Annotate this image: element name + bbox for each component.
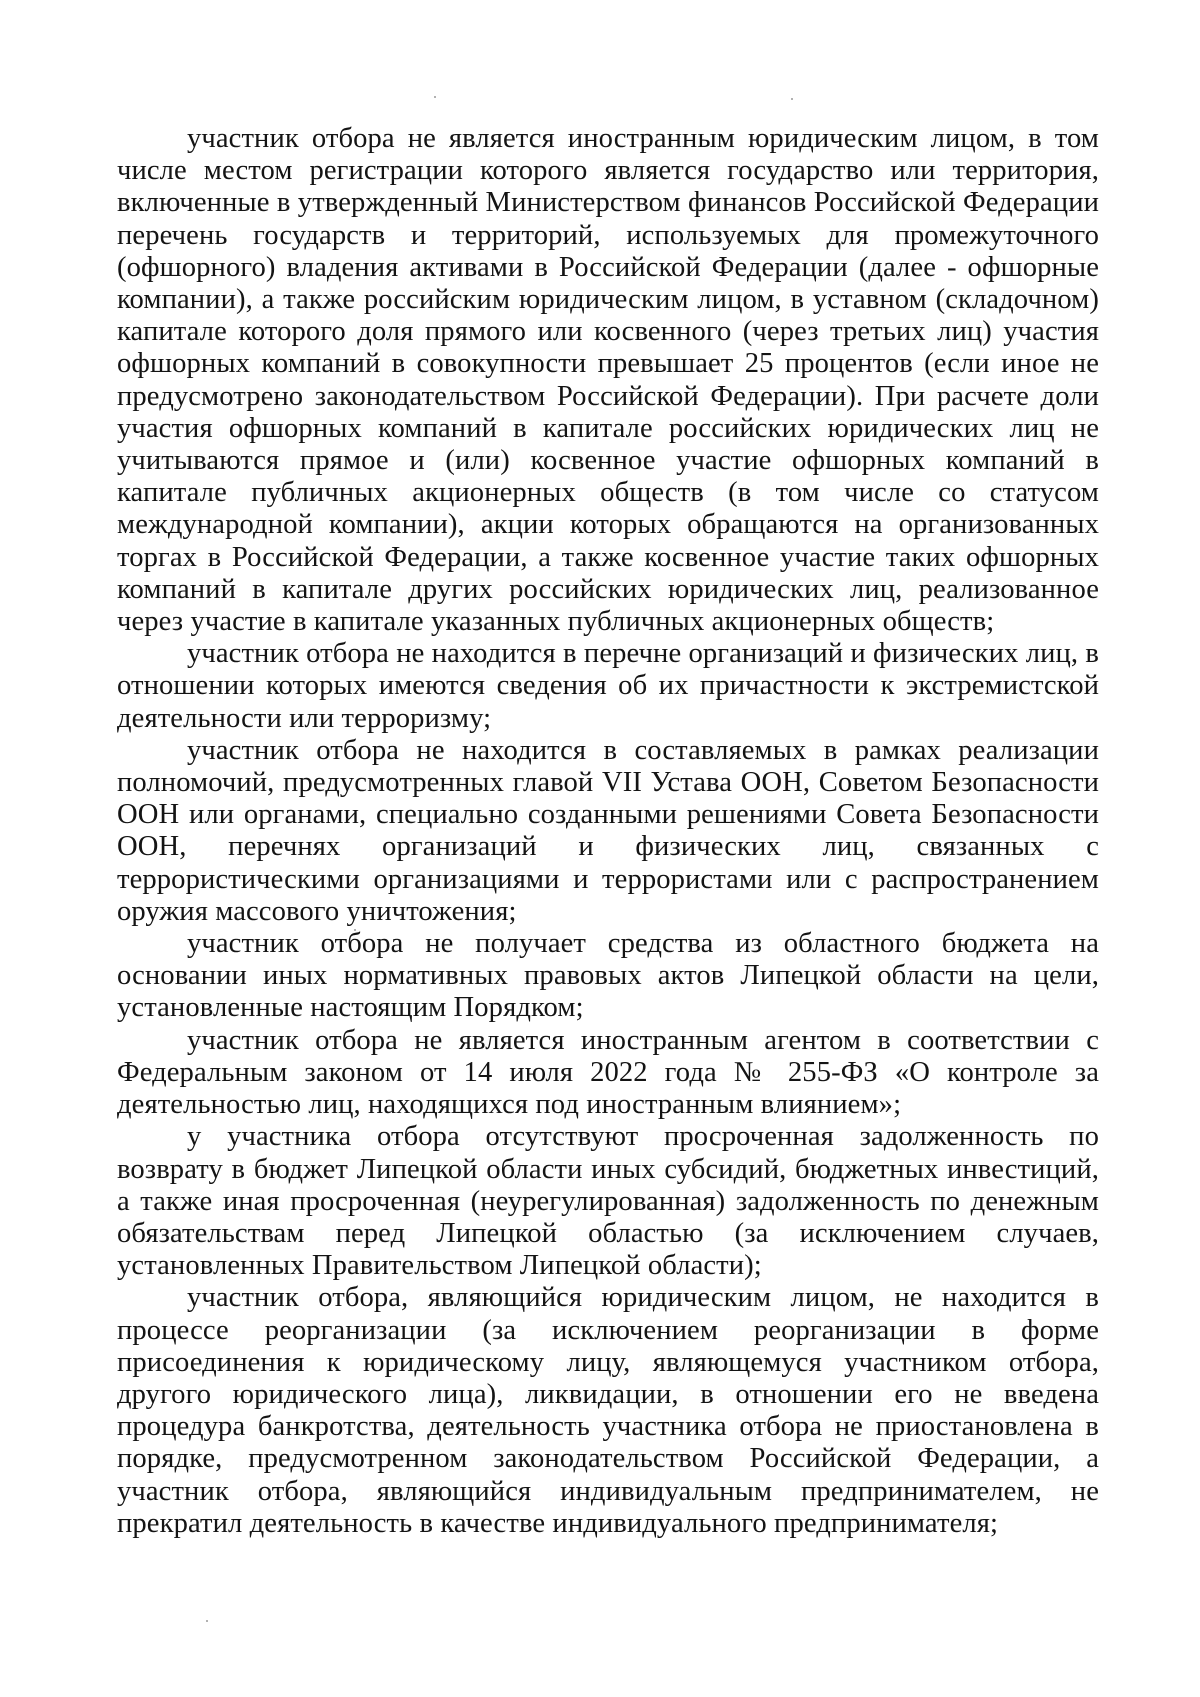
paragraph-foreign-agent: участник отбора не является иностранным агентом в соответствии с Федеральным законом от 14 июля 2022 года № 255-ФЗ «О контроле за деятельностью лиц, находящихся под иностранным влиянием»; [117,1024,1099,1121]
paragraph-reorganization-liquidation: участник отбора, являющийся юридическим лицом, не находится в процессе реорганизации (за исключением реорганизации в форме присоединения к юридическому лицу, являющемуся участником отбора, другого юридического лица), ликвидации, в отношении его не введена процедура банкротства, деятельность участника отбора не приостановлена в порядке, предусмотренном законодательством Российской Федерации, а участник отбора, являющийся индивидуальным предпринимателем, не прекратил деятельность в качестве индивидуального предпринимателя; [117,1282,1099,1539]
paragraph-un-security-council-lists: участник отбора не находится в составляемых в рамках реализации полномочий, предусмотренных главой VII Устава ООН, Советом Безопасности ООН или органами, специально созданными решениями Совета Безопасности ООН, перечнях организаций и физических лиц, связанных с террористическими организациями и террористами или с распространением оружия массового уничтожения; [117,734,1099,927]
scan-speck [206,1620,208,1622]
paragraph-regional-budget-funds: участник отбора не получает средства из областного бюджета на основании иных нормативных правовых актов Липецкой области на цели, установленные настоящим Порядком; [117,928,1099,1024]
paragraph-offshore-companies: участник отбора не является иностранным юридическим лицом, в том числе местом регистрации которого является государство или территория, включенные в утвержденный Министерством финансов Российской Федерации перечень государств и территорий, используемых для промежуточного (офшорного) владения активами в Российской Федерации (далее - офшорные компании), а также российским юридическим лицом, в уставном (складочном) капитале которого доля прямого или косвенного (через третьих лиц) участия офшорных компаний в совокупности превышает 25 процентов (если иное не предусмотрено законодательством Российской Федерации). При расчете доли участия офшорных компаний в капитале российских юридических лиц не учитываются прямое и (или) косвенное участие офшорных компаний в капитале публичных акционерных обществ (в том числе со статусом международной компании), акции которых обращаются на организованных торгах в Российской Федерации, а также косвенное участие таких офшорных компаний в капитале других российских юридических лиц, реализованное через участие в капитале указанных публичных акционерных обществ; [117,123,1099,638]
paragraph-extremism-list: участник отбора не находится в перечне организаций и физических лиц, в отношении которых имеются сведения об их причастности к экстремистской деятельности или терроризму; [117,638,1099,734]
paragraph-overdue-debt: у участника отбора отсутствуют просроченная задолженность по возврату в бюджет Липецкой области иных субсидий, бюджетных инвестиций, а также иная просроченная (неурегулированная) задолженность по денежным обязательствам перед Липецкой областью (за исключением случаев, установленных Правительством Липецкой области); [117,1121,1099,1282]
scan-speck [791,98,793,100]
scan-speck [434,96,436,98]
document-body [117,123,1099,1540]
